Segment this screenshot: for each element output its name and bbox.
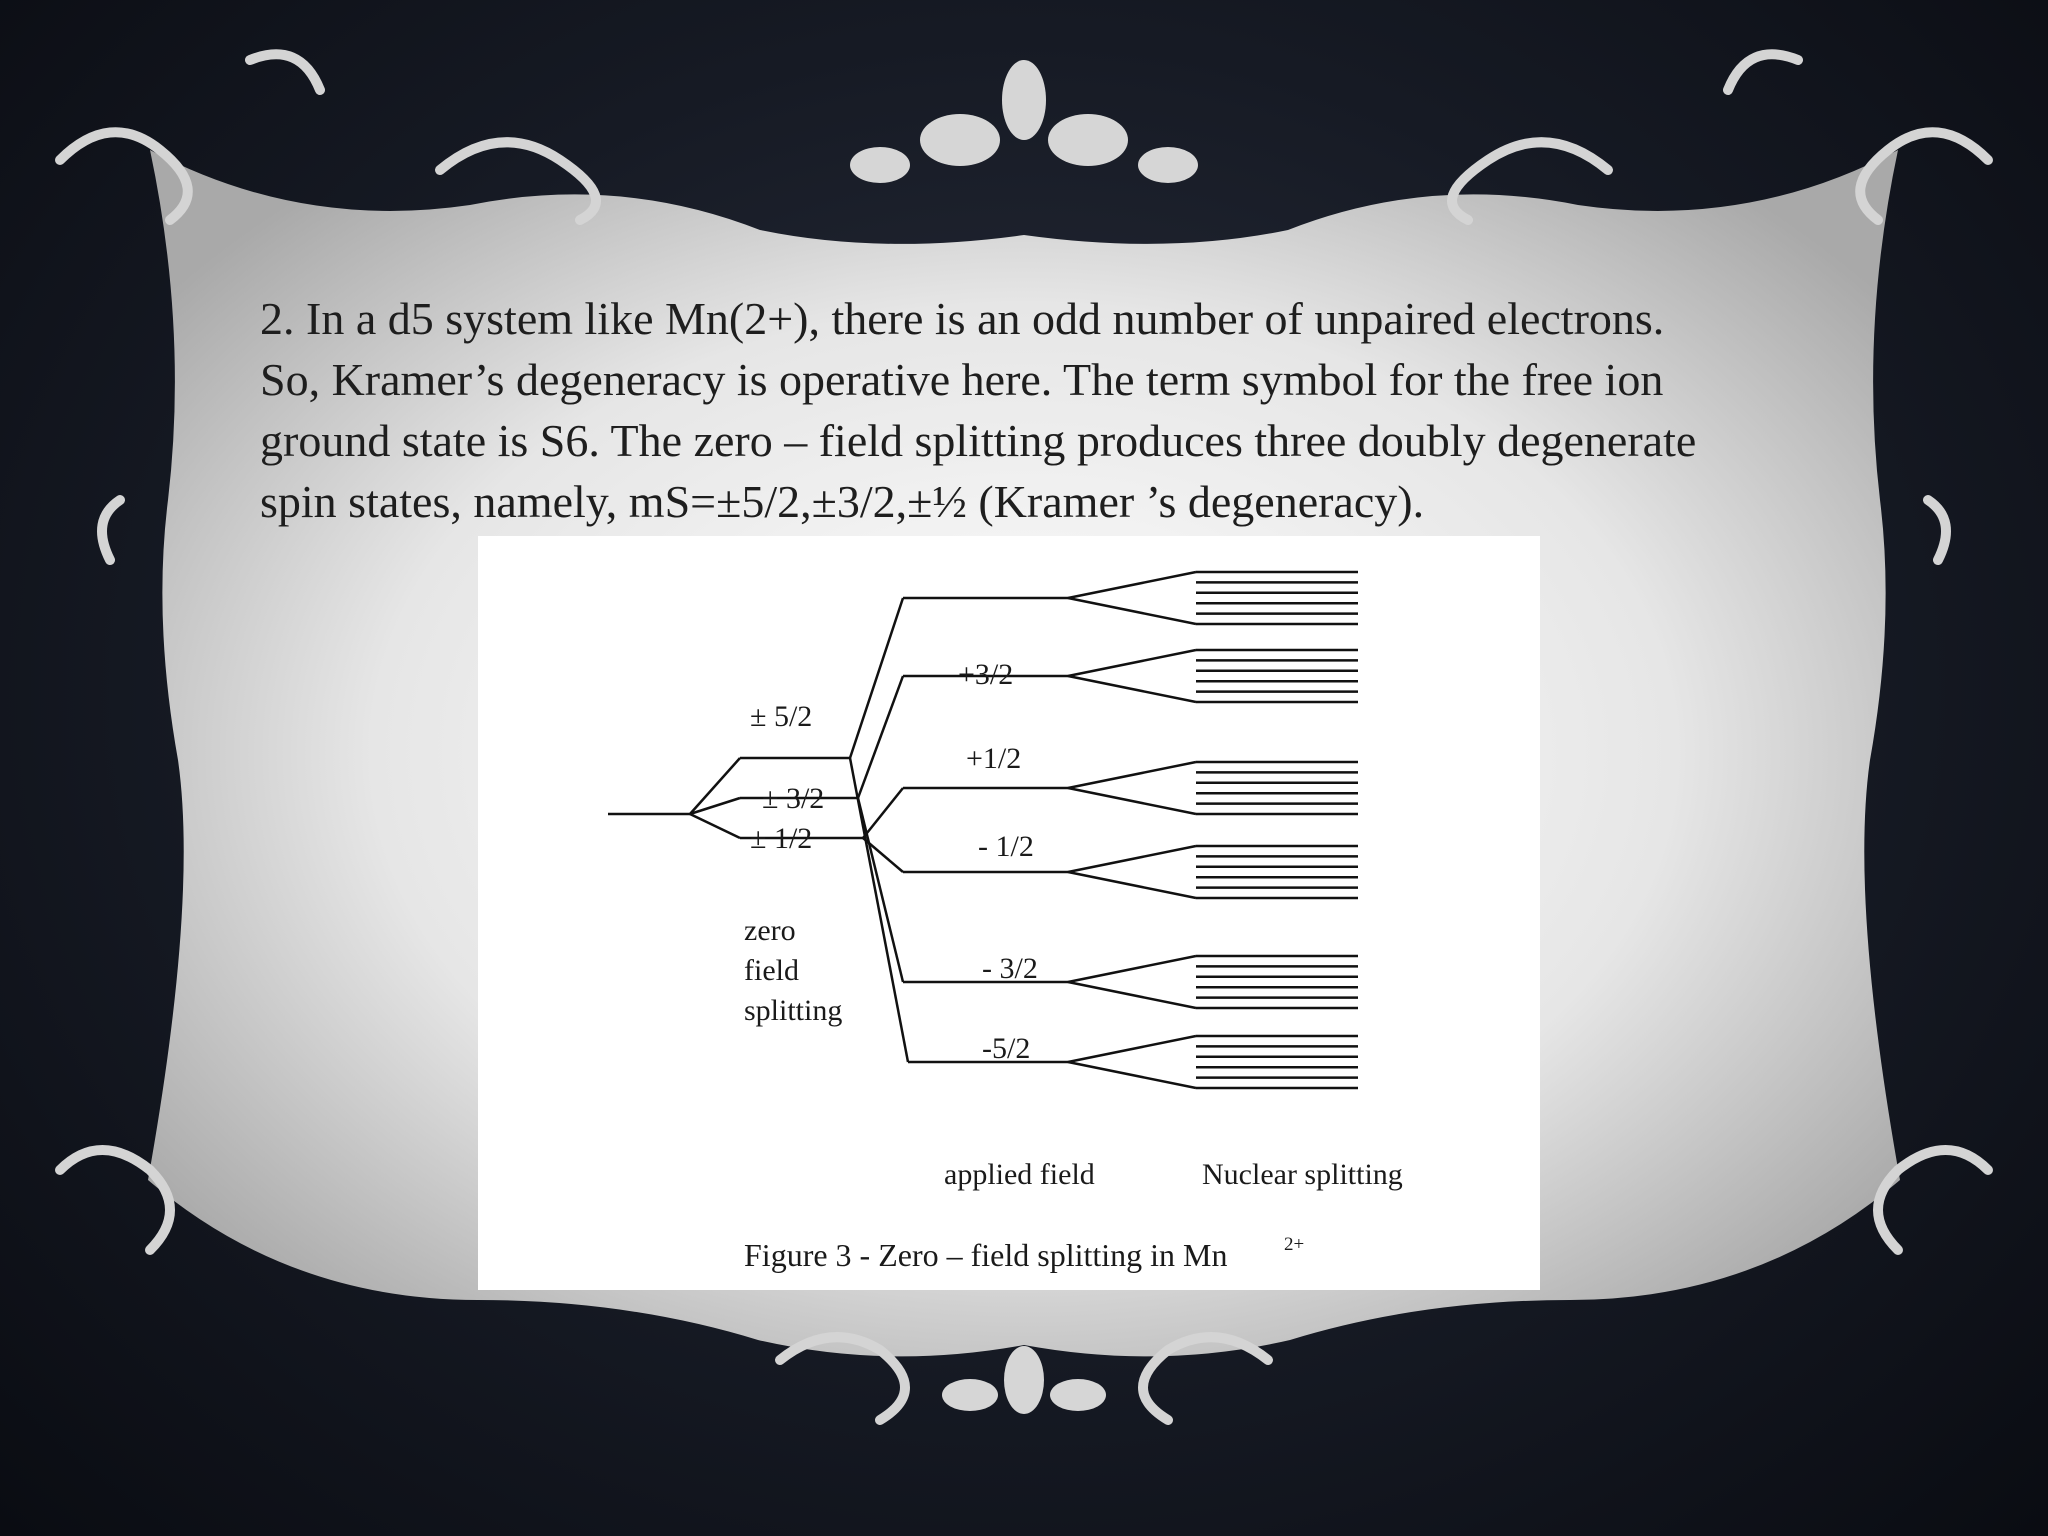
hyperfine-fan-line [1068, 846, 1196, 872]
hyperfine-fan-line [1068, 1062, 1196, 1088]
applied-label-minus-3-2: - 3/2 [982, 952, 1038, 985]
hyperfine-structure [1068, 572, 1358, 1088]
zfs-label-3-2: ± 3/2 [762, 782, 825, 815]
energy-level-diagram [478, 536, 1540, 1290]
hyperfine-fan-line [1068, 572, 1196, 598]
hyperfine-fan-line [1068, 1036, 1196, 1062]
hyperfine-fan-line [1068, 676, 1196, 702]
zfs-label-5-2: ± 5/2 [750, 700, 813, 733]
zero-field-splitting-figure [478, 536, 1540, 1290]
hyperfine-fan-line [1068, 982, 1196, 1008]
hyperfine-fan-line [1068, 872, 1196, 898]
hyperfine-fan-line [1068, 788, 1196, 814]
zfs-caption-line: field [744, 954, 799, 987]
paragraph-line: 2. In a d5 system like Mn(2+), there is an odd number of unpaired electrons. [260, 293, 1665, 344]
applied-label-minus-5-2: -5/2 [982, 1032, 1031, 1065]
hyperfine-fan-line [1068, 650, 1196, 676]
paragraph-line: spin states, namely, mS=±5/2,±3/2,±½ (Kramer ’s degeneracy). [260, 476, 1425, 527]
paragraph-line: So, Kramer’s degeneracy is operative here. The term symbol for the free ion [260, 354, 1664, 405]
figure-caption-superscript: 2+ [1284, 1234, 1305, 1255]
paragraph-line: ground state is S6. The zero – field splitting produces three doubly degenerate [260, 415, 1697, 466]
applied-label-plus-1-2: +1/2 [966, 742, 1022, 775]
ornament-center-bottom [942, 1346, 1106, 1414]
zfs-caption-line: splitting [744, 994, 843, 1027]
zfs-fan-line [690, 814, 740, 838]
hyperfine-fan-line [1068, 956, 1196, 982]
hyperfine-fan-line [1068, 598, 1196, 624]
hyperfine-fan-line [1068, 762, 1196, 788]
zfs-caption-line: zero [744, 914, 796, 947]
applied-field-label: applied field [944, 1158, 1095, 1191]
slide-paragraph [260, 288, 1840, 532]
zfs-label-1-2: ± 1/2 [750, 822, 813, 855]
zeeman-connector [863, 788, 903, 838]
zeeman-connector [858, 798, 903, 982]
zeeman-connector [858, 676, 903, 798]
applied-label-minus-1-2: - 1/2 [978, 830, 1034, 863]
zeeman-connector [850, 598, 903, 758]
ornament-center-top [850, 60, 1198, 183]
applied-label-plus-3-2: +3/2 [958, 658, 1014, 691]
nuclear-splitting-label: Nuclear splitting [1202, 1158, 1403, 1191]
figure-caption: Figure 3 - Zero – field splitting in Mn [744, 1237, 1228, 1273]
